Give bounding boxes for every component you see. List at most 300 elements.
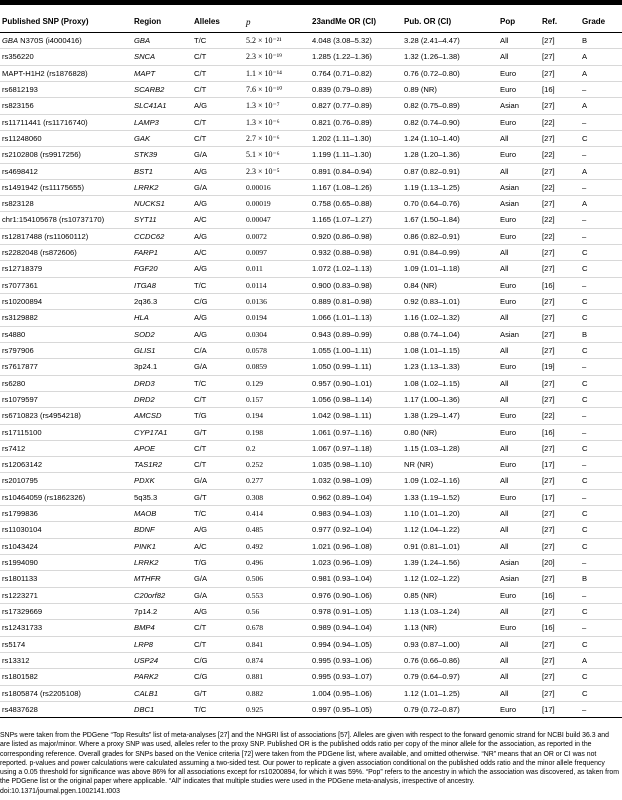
cell-region: 3p24.1 <box>132 359 192 375</box>
snp-label: rs1491942 (rs11175655) <box>2 182 85 192</box>
cell-ref: [27] <box>540 603 580 619</box>
cell-or: 0.943 (0.89–0.99) <box>310 326 402 342</box>
top-rule <box>0 0 622 5</box>
cell-alleles: G/A <box>192 571 244 587</box>
cell-pub: 1.15 (1.03–1.28) <box>402 440 498 456</box>
cell-snp <box>0 424 132 440</box>
cell-grade: A <box>580 49 622 65</box>
table-row <box>0 473 622 489</box>
cell-p: 0.157 <box>244 391 310 407</box>
cell-pop: Euro <box>498 147 540 163</box>
cell-pub: 0.88 (0.74–1.04) <box>402 326 498 342</box>
cell-ref: [27] <box>540 98 580 114</box>
cell-p: 1.1 × 10⁻¹⁴ <box>244 65 310 81</box>
cell-ref: [27] <box>540 571 580 587</box>
cell-pop: All <box>498 130 540 146</box>
cell-alleles: T/G <box>192 408 244 424</box>
cell-ref: [22] <box>540 212 580 228</box>
cell-pop: Euro <box>498 457 540 473</box>
cell-snp <box>0 538 132 554</box>
cell-or: 1.004 (0.95–1.06) <box>310 685 402 701</box>
cell-pub: 0.79 (0.64–0.97) <box>402 669 498 685</box>
cell-region: GAK <box>132 130 192 146</box>
cell-ref: [27] <box>540 196 580 212</box>
table-row <box>0 294 622 310</box>
cell-p: 5.1 × 10⁻⁶ <box>244 147 310 163</box>
cell-p: 0.129 <box>244 375 310 391</box>
cell-region: LAMP3 <box>132 114 192 130</box>
cell-alleles: C/T <box>192 391 244 407</box>
cell-ref: [22] <box>540 147 580 163</box>
snp-gene-prefix: GBA <box>2 36 19 45</box>
table-row <box>0 424 622 440</box>
cell-alleles: T/C <box>192 506 244 522</box>
cell-grade: – <box>580 408 622 424</box>
cell-grade: C <box>580 391 622 407</box>
cell-region: SNCA <box>132 49 192 65</box>
cell-or: 0.997 (0.95–1.05) <box>310 701 402 717</box>
cell-grade: C <box>580 685 622 701</box>
cell-pub: 1.13 (1.03–1.24) <box>402 603 498 619</box>
cell-pub: 1.13 (NR) <box>402 620 498 636</box>
cell-pop: Euro <box>498 114 540 130</box>
cell-grade: C <box>580 538 622 554</box>
table-row <box>0 391 622 407</box>
cell-ref: [27] <box>540 261 580 277</box>
cell-pub: 1.39 (1.24–1.56) <box>402 555 498 571</box>
cell-or: 0.764 (0.71–0.82) <box>310 65 402 81</box>
cell-snp <box>0 359 132 375</box>
cell-region: MAPT <box>132 65 192 81</box>
cell-pop: All <box>498 163 540 179</box>
cell-or: 1.199 (1.11–1.30) <box>310 147 402 163</box>
cell-snp <box>0 228 132 244</box>
cell-p: 2.7 × 10⁻⁶ <box>244 130 310 146</box>
cell-alleles: G/A <box>192 147 244 163</box>
cell-pop: All <box>498 33 540 49</box>
cell-alleles: G/A <box>192 179 244 195</box>
cell-alleles: A/G <box>192 603 244 619</box>
cell-grade: C <box>580 375 622 391</box>
cell-ref: [16] <box>540 277 580 293</box>
cell-pop: All <box>498 261 540 277</box>
cell-snp <box>0 310 132 326</box>
table-row <box>0 571 622 587</box>
cell-snp <box>0 636 132 652</box>
cell-pop: All <box>498 636 540 652</box>
cell-region: CCDC62 <box>132 228 192 244</box>
cell-alleles: A/G <box>192 310 244 326</box>
cell-grade: A <box>580 196 622 212</box>
cell-or: 1.061 (0.97–1.16) <box>310 424 402 440</box>
cell-alleles: A/G <box>192 522 244 538</box>
cell-p: 0.485 <box>244 522 310 538</box>
snp-label: rs1799836 <box>2 509 38 519</box>
cell-ref: [22] <box>540 228 580 244</box>
cell-alleles: G/A <box>192 359 244 375</box>
cell-region: 5q35.3 <box>132 489 192 505</box>
cell-or: 1.023 (0.96–1.09) <box>310 555 402 571</box>
snp-label: rs3129882 <box>2 313 38 323</box>
cell-pop: All <box>498 310 540 326</box>
cell-region: GBA <box>132 33 192 49</box>
cell-alleles: C/T <box>192 620 244 636</box>
cell-or: 1.021 (0.96–1.08) <box>310 538 402 554</box>
header-row <box>0 10 622 33</box>
snp-label: rs10200894 <box>2 297 43 306</box>
cell-pop: All <box>498 440 540 456</box>
cell-pop: All <box>498 603 540 619</box>
cell-grade: – <box>580 587 622 603</box>
cell-snp <box>0 685 132 701</box>
cell-alleles: C/T <box>192 49 244 65</box>
cell-ref: [16] <box>540 620 580 636</box>
snp-label: rs7412 <box>2 443 26 453</box>
snp-label: rs4698412 <box>2 166 38 176</box>
cell-region: BDNF <box>132 522 192 538</box>
cell-grade: A <box>580 652 622 668</box>
snp-label: rs17329669 <box>2 606 43 616</box>
cell-alleles: G/A <box>192 587 244 603</box>
cell-alleles: T/C <box>192 701 244 717</box>
cell-p: 5.2 × 10⁻²¹ <box>244 33 310 49</box>
snp-label: rs11248060 <box>2 133 42 143</box>
cell-pub: 0.86 (0.82–0.91) <box>402 228 498 244</box>
cell-pub: 1.28 (1.20–1.36) <box>402 147 498 163</box>
cell-or: 1.165 (1.07–1.27) <box>310 212 402 228</box>
cell-alleles: C/T <box>192 440 244 456</box>
cell-ref: [27] <box>540 33 580 49</box>
cell-pop: All <box>498 473 540 489</box>
cell-region: PINK1 <box>132 538 192 554</box>
table-row <box>0 98 622 114</box>
snp-label: rs823156 <box>2 101 34 111</box>
cell-pub: 0.85 (NR) <box>402 587 498 603</box>
cell-ref: [27] <box>540 391 580 407</box>
cell-grade: – <box>580 114 622 130</box>
cell-alleles: A/C <box>192 245 244 261</box>
cell-alleles: G/T <box>192 424 244 440</box>
cell-or: 1.072 (1.02–1.13) <box>310 261 402 277</box>
cell-region: GLIS1 <box>132 342 192 358</box>
cell-alleles: G/T <box>192 685 244 701</box>
cell-snp <box>0 49 132 65</box>
cell-region: LRRK2 <box>132 555 192 571</box>
cell-snp <box>0 555 132 571</box>
cell-or: 0.977 (0.92–1.04) <box>310 522 402 538</box>
cell-or: 0.827 (0.77–0.89) <box>310 98 402 114</box>
table-row <box>0 506 622 522</box>
cell-grade: C <box>580 294 622 310</box>
cell-region: TAS1R2 <box>132 457 192 473</box>
header-snp: Published SNP (Proxy) <box>0 10 132 33</box>
cell-grade: – <box>580 701 622 717</box>
cell-alleles: C/T <box>192 114 244 130</box>
cell-p: 0.252 <box>244 457 310 473</box>
cell-p: 0.496 <box>244 555 310 571</box>
cell-grade: C <box>580 522 622 538</box>
footnote-text: SNPs were taken from the PDGene “Top Results” list of meta-analyses [27] and the NHGRI list of associations [57]. Alleles are given with respect to the forward genomic strand for NCBI build 36.3 and are listed as major/minor. Where a proxy SNP was used, alleles refer to the proxy SNP. Published OR is the published odds ratio per copy of the minor allele for the association, as reported in the corresponding reference. Overall grades for SNPs based on the Venice criteria [72] were taken from the PDGene list, where available, and omitted otherwise. “NR” means that an OR or CI was not reported. p-values and power calculations were calculated assuming a two-sided test. Our power to replicate a given association conditional on the published odds ratio and the minor allele frequency using a 0.05 threshold for significance was above 86% for all associations except for rs10200894, for which it was 59%. “Pop” refers to the ancestry in which the association was discovered, as taken from the PDGene list or the original paper where applicable. “All” indicates that multiple studies were used in the PDGene meta-analysis, irrespective of ancestry. <box>0 732 619 786</box>
cell-pub: 0.91 (0.84–0.99) <box>402 245 498 261</box>
snp-label: rs12431733 <box>2 623 43 633</box>
cell-or: 1.202 (1.11–1.30) <box>310 130 402 146</box>
table-row <box>0 342 622 358</box>
cell-snp <box>0 130 132 146</box>
snp-label: rs11711441 (rs11716740) <box>2 117 88 127</box>
cell-pub: 1.12 (1.01–1.25) <box>402 685 498 701</box>
cell-pop: All <box>498 669 540 685</box>
cell-snp <box>0 571 132 587</box>
table-row <box>0 375 622 391</box>
cell-or: 0.821 (0.76–0.89) <box>310 114 402 130</box>
cell-region: C20orf82 <box>132 587 192 603</box>
snp-label: rs6812193 <box>2 84 38 94</box>
cell-pop: All <box>498 245 540 261</box>
cell-grade: – <box>580 424 622 440</box>
cell-p: 0.194 <box>244 408 310 424</box>
snp-association-table <box>0 10 622 718</box>
cell-or: 1.285 (1.22–1.36) <box>310 49 402 65</box>
table-row <box>0 555 622 571</box>
snp-label: MAPT-H1H2 (rs1876828) <box>2 68 88 78</box>
cell-p: 0.678 <box>244 620 310 636</box>
snp-label: rs1801582 <box>2 672 38 682</box>
cell-or: 0.900 (0.83–0.98) <box>310 277 402 293</box>
cell-or: 4.048 (3.08–5.32) <box>310 33 402 49</box>
cell-ref: [27] <box>540 310 580 326</box>
cell-p: 0.506 <box>244 571 310 587</box>
cell-p: 0.198 <box>244 424 310 440</box>
cell-snp <box>0 212 132 228</box>
cell-grade: A <box>580 65 622 81</box>
cell-pub: 1.10 (1.01–1.20) <box>402 506 498 522</box>
cell-or: 0.932 (0.88–0.98) <box>310 245 402 261</box>
table-row <box>0 228 622 244</box>
cell-ref: [27] <box>540 163 580 179</box>
cell-alleles: G/T <box>192 489 244 505</box>
cell-alleles: A/G <box>192 326 244 342</box>
snp-label: rs797906 <box>2 345 34 355</box>
cell-ref: [27] <box>540 506 580 522</box>
cell-snp <box>0 408 132 424</box>
cell-alleles: A/G <box>192 196 244 212</box>
table-row <box>0 603 622 619</box>
cell-region: DRD3 <box>132 375 192 391</box>
header-ref: Ref. <box>540 10 580 33</box>
snp-label: rs823128 <box>2 199 34 209</box>
cell-grade: B <box>580 33 622 49</box>
snp-label: rs1079597 <box>2 394 38 404</box>
cell-alleles: C/G <box>192 294 244 310</box>
table-row <box>0 636 622 652</box>
cell-grade: – <box>580 555 622 571</box>
cell-region: 2q36.3 <box>132 294 192 310</box>
cell-p: 0.0194 <box>244 310 310 326</box>
cell-region: PDXK <box>132 473 192 489</box>
cell-pop: All <box>498 342 540 358</box>
cell-ref: [17] <box>540 457 580 473</box>
cell-grade: – <box>580 359 622 375</box>
cell-snp <box>0 261 132 277</box>
table-row <box>0 440 622 456</box>
cell-region: SCARB2 <box>132 81 192 97</box>
cell-pop: All <box>498 49 540 65</box>
cell-snp <box>0 114 132 130</box>
cell-ref: [22] <box>540 408 580 424</box>
cell-grade: C <box>580 261 622 277</box>
cell-region: MTHFR <box>132 571 192 587</box>
cell-pub: 1.19 (1.13–1.25) <box>402 179 498 195</box>
cell-pub: 0.82 (0.75–0.89) <box>402 98 498 114</box>
cell-pub: 0.70 (0.64–0.76) <box>402 196 498 212</box>
cell-snp <box>0 294 132 310</box>
cell-grade: C <box>580 506 622 522</box>
cell-ref: [27] <box>540 473 580 489</box>
cell-snp <box>0 620 132 636</box>
cell-pub: 0.92 (0.83–1.01) <box>402 294 498 310</box>
cell-pop: Euro <box>498 359 540 375</box>
cell-pub: 1.38 (1.29–1.47) <box>402 408 498 424</box>
cell-ref: [27] <box>540 669 580 685</box>
table-row <box>0 179 622 195</box>
cell-p: 2.3 × 10⁻⁵ <box>244 163 310 179</box>
cell-region: LRRK2 <box>132 179 192 195</box>
header-alleles: Alleles <box>192 10 244 33</box>
cell-region: STK39 <box>132 147 192 163</box>
cell-ref: [27] <box>540 294 580 310</box>
cell-pub: 1.16 (1.02–1.32) <box>402 310 498 326</box>
cell-pub: 0.93 (0.87–1.00) <box>402 636 498 652</box>
cell-pop: Euro <box>498 408 540 424</box>
cell-alleles: C/A <box>192 342 244 358</box>
cell-ref: [27] <box>540 130 580 146</box>
cell-region: SYT11 <box>132 212 192 228</box>
table-row <box>0 408 622 424</box>
cell-region: NUCKS1 <box>132 196 192 212</box>
cell-pop: Euro <box>498 212 540 228</box>
cell-pub: 1.23 (1.13–1.33) <box>402 359 498 375</box>
cell-p: 0.0578 <box>244 342 310 358</box>
cell-pub: 1.17 (1.00–1.36) <box>402 391 498 407</box>
cell-snp <box>0 701 132 717</box>
table-row <box>0 212 622 228</box>
cell-ref: [27] <box>540 636 580 652</box>
snp-label: rs12817488 (rs11060112) <box>2 231 89 241</box>
cell-region: FGF20 <box>132 261 192 277</box>
cell-alleles: C/T <box>192 130 244 146</box>
table-row <box>0 130 622 146</box>
cell-snp <box>0 457 132 473</box>
cell-grade: C <box>580 310 622 326</box>
cell-grade: C <box>580 636 622 652</box>
table-row <box>0 701 622 717</box>
cell-or: 1.050 (0.99–1.11) <box>310 359 402 375</box>
cell-or: 1.055 (1.00–1.11) <box>310 342 402 358</box>
cell-grade: – <box>580 489 622 505</box>
cell-grade: – <box>580 457 622 473</box>
doi-text: doi:10.1371/journal.pgen.1002141.t003 <box>0 787 120 795</box>
cell-ref: [27] <box>540 652 580 668</box>
cell-alleles: A/C <box>192 538 244 554</box>
cell-snp <box>0 522 132 538</box>
cell-ref: [27] <box>540 49 580 65</box>
cell-pub: 0.80 (NR) <box>402 424 498 440</box>
cell-grade: A <box>580 163 622 179</box>
cell-snp <box>0 391 132 407</box>
cell-ref: [17] <box>540 701 580 717</box>
cell-pop: All <box>498 685 540 701</box>
cell-pub: 1.12 (1.04–1.22) <box>402 522 498 538</box>
cell-p: 0.881 <box>244 669 310 685</box>
cell-p: 0.0097 <box>244 245 310 261</box>
cell-snp <box>0 603 132 619</box>
cell-ref: [16] <box>540 81 580 97</box>
cell-grade: C <box>580 245 622 261</box>
cell-pop: All <box>498 391 540 407</box>
cell-ref: [22] <box>540 179 580 195</box>
cell-pop: Euro <box>498 489 540 505</box>
cell-ref: [16] <box>540 424 580 440</box>
cell-snp <box>0 98 132 114</box>
header-pop: Pop <box>498 10 540 33</box>
cell-p: 1.3 × 10⁻⁷ <box>244 98 310 114</box>
cell-alleles: C/G <box>192 669 244 685</box>
cell-pop: Asian <box>498 326 540 342</box>
cell-ref: [27] <box>540 65 580 81</box>
cell-grade: – <box>580 212 622 228</box>
snp-label: rs6280 <box>2 378 26 388</box>
cell-p: 0.882 <box>244 685 310 701</box>
snp-label: rs12063142 <box>2 460 43 470</box>
cell-ref: [27] <box>540 685 580 701</box>
cell-grade: – <box>580 81 622 97</box>
cell-region: CALB1 <box>132 685 192 701</box>
table-row <box>0 489 622 505</box>
table-row <box>0 114 622 130</box>
cell-alleles: T/G <box>192 555 244 571</box>
cell-snp <box>0 342 132 358</box>
table-row <box>0 326 622 342</box>
snp-label: rs10464059 (rs1862326) <box>2 492 86 502</box>
cell-grade: C <box>580 130 622 146</box>
cell-region: ITGA8 <box>132 277 192 293</box>
snp-label: rs1223271 <box>2 590 38 600</box>
snp-label: rs356220 <box>2 52 34 62</box>
cell-region: 7p14.2 <box>132 603 192 619</box>
cell-snp <box>0 245 132 261</box>
cell-pub: 1.24 (1.10–1.40) <box>402 130 498 146</box>
snp-label: rs4880 <box>2 329 26 339</box>
snp-label: rs2282048 (rs872606) <box>2 248 77 258</box>
cell-or: 0.758 (0.65–0.88) <box>310 196 402 212</box>
cell-snp <box>0 326 132 342</box>
table-footnote <box>0 731 620 796</box>
cell-pub: 1.12 (1.02–1.22) <box>402 571 498 587</box>
cell-pop: Euro <box>498 294 540 310</box>
cell-region: MAOB <box>132 506 192 522</box>
cell-region: USP24 <box>132 652 192 668</box>
cell-or: 0.995 (0.93–1.06) <box>310 652 402 668</box>
snp-label: rs13312 <box>2 655 30 665</box>
cell-p: 0.56 <box>244 603 310 619</box>
cell-grade: – <box>580 147 622 163</box>
table-row <box>0 261 622 277</box>
cell-alleles: C/G <box>192 652 244 668</box>
cell-grade: – <box>580 179 622 195</box>
cell-pop: Asian <box>498 98 540 114</box>
cell-grade: B <box>580 326 622 342</box>
cell-pub: 0.82 (0.74–0.90) <box>402 114 498 130</box>
